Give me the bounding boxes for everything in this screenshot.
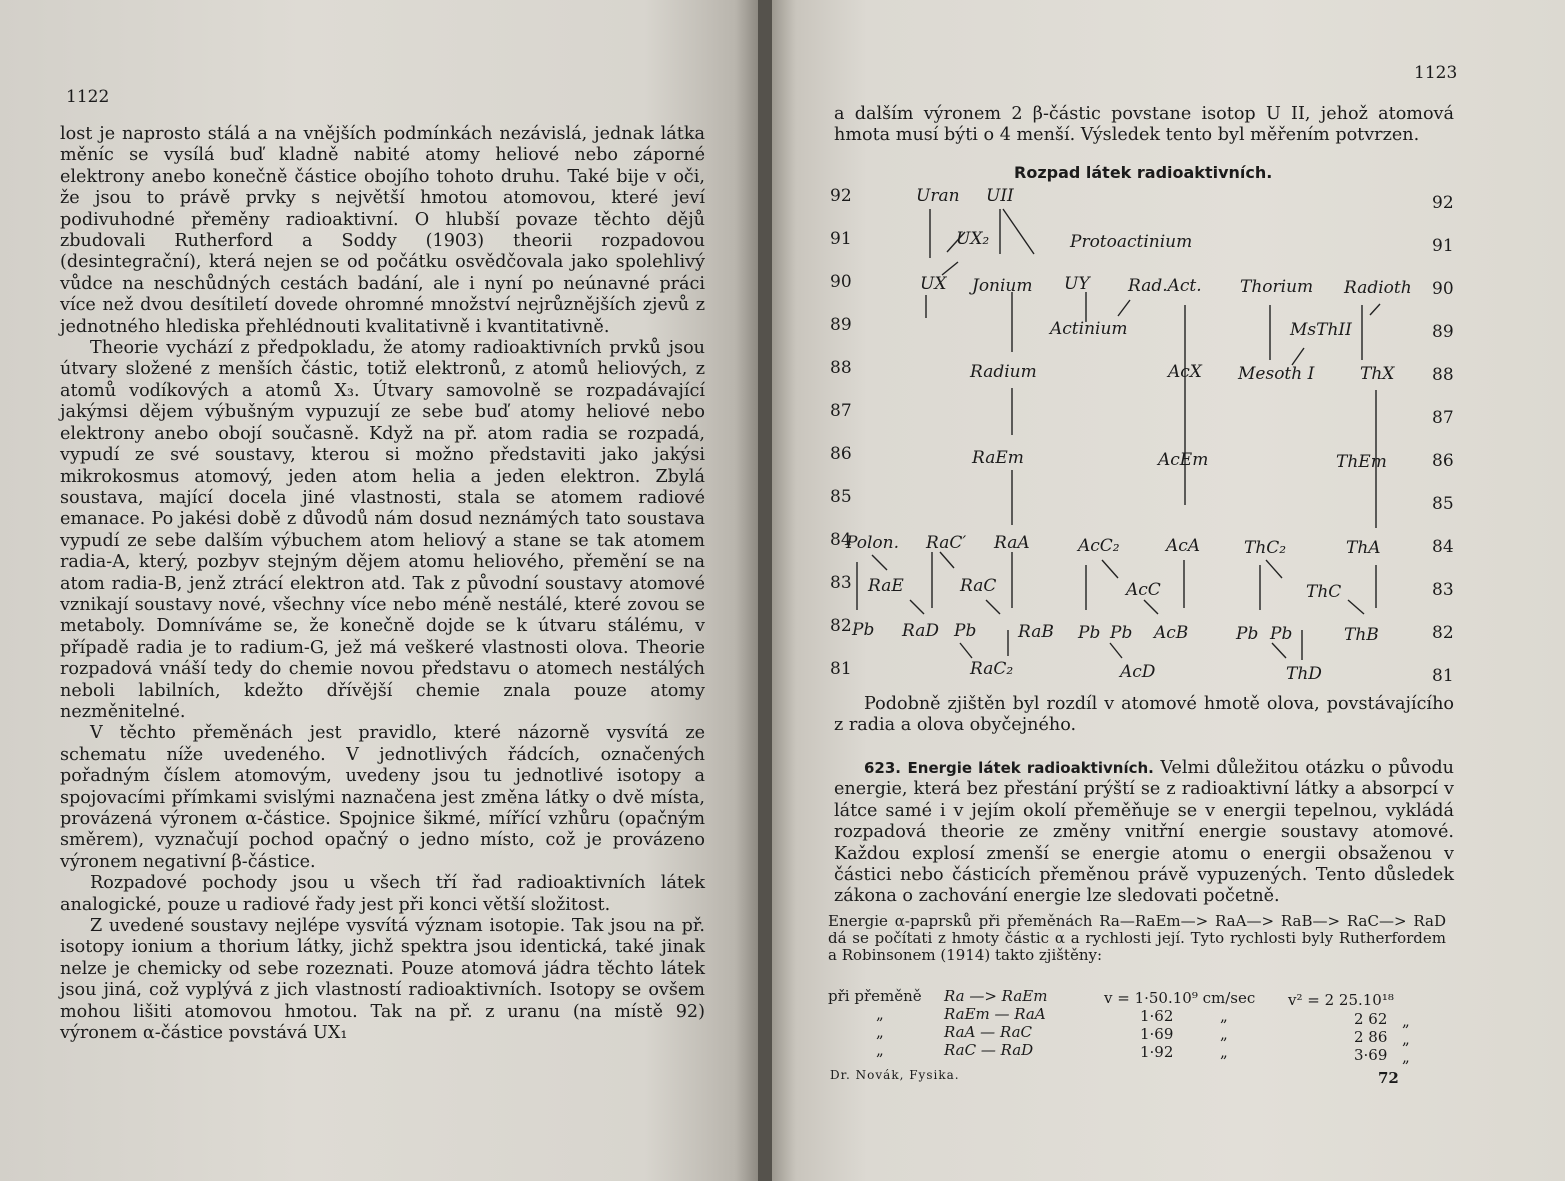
label-ux: UX bbox=[920, 274, 947, 294]
after-diagram-paragraph: Podobně zjištěn byl rozdíl v atomové hmotě olova, povstávajícího z radia a olova obyčejného. bbox=[834, 694, 1454, 736]
label-uran: Uran bbox=[916, 186, 960, 206]
row-number-87: 87 bbox=[830, 401, 852, 421]
row-number-88: 88 bbox=[830, 358, 852, 378]
velocity-row-1-transition: Ra —> RaEm bbox=[944, 987, 1048, 1005]
left-text-column bbox=[60, 124, 705, 1044]
right-page bbox=[772, 0, 1565, 1181]
label-rae: RaE bbox=[868, 576, 904, 596]
row-number-91: 91 bbox=[830, 229, 852, 249]
velocity-row-4-v2-ditto: „ bbox=[1402, 1048, 1410, 1066]
label-thb: ThB bbox=[1344, 625, 1379, 645]
label-pb-82f: Pb bbox=[1270, 624, 1293, 644]
velocity-row-2-v: 1·62 bbox=[1140, 1007, 1174, 1025]
velocity-row-3-transition: RaA — RaC bbox=[944, 1023, 1033, 1041]
label-pb-82b: Pb bbox=[954, 621, 977, 641]
label-acc: AcC bbox=[1126, 580, 1161, 600]
after-diagram-text bbox=[834, 694, 1454, 737]
label-thc: ThC bbox=[1306, 582, 1342, 602]
label-aca: AcA bbox=[1166, 536, 1201, 556]
book-gutter bbox=[758, 0, 772, 1181]
row-number-86: 86 bbox=[830, 444, 852, 464]
label-rad: RaD bbox=[902, 621, 939, 641]
label-uy: UY bbox=[1064, 274, 1090, 294]
label-acx: AcX bbox=[1168, 362, 1202, 382]
label-radium: Radium bbox=[970, 362, 1037, 382]
label-raem: RaEm bbox=[972, 448, 1024, 468]
label-protoactinium: Protoactinium bbox=[1070, 232, 1193, 252]
section-title: Energie látek radioaktivních. bbox=[907, 759, 1154, 777]
row-number-89: 89 bbox=[830, 315, 852, 335]
footer-sheet-number: 72 bbox=[1378, 1069, 1399, 1087]
label-radact: Rad.Act. bbox=[1128, 276, 1202, 296]
left-paragraph-4: Rozpadové pochody jsou u všech tří řad radioaktivních látek analogické, pouze u radiové řady jest při konci větší složitost. bbox=[60, 873, 705, 915]
label-actinium: Actinium bbox=[1050, 319, 1128, 339]
velocity-row-4-ditto: „ bbox=[876, 1041, 884, 1059]
velocity-row-4-transition: RaC — RaD bbox=[944, 1041, 1034, 1059]
row-number-85-right: 85 bbox=[1432, 494, 1454, 514]
label-thd: ThD bbox=[1286, 664, 1322, 684]
velocity-row-3-v2: 2 86 bbox=[1354, 1028, 1388, 1046]
row-number-90-right: 90 bbox=[1432, 279, 1454, 299]
row-number-89-right: 89 bbox=[1432, 322, 1454, 342]
velocity-row-3-v-ditto: „ bbox=[1220, 1025, 1228, 1043]
right-intro-text: a dalším výronem 2 β-částic povstane isotop U II, jehož atomová hmota musí býti o 4 menší. Výsledek tento byl měřením potvrzen. bbox=[834, 104, 1454, 146]
label-u2: UII bbox=[986, 186, 1014, 206]
left-paragraph-3: V těchto přeměnách jest pravidlo, které názorně vysvítá ze schematu níže uvedeného. V jednotlivých řádcích, označených pořadným číslem atomovým, uvedeny jsou tu jednotlivé isotopy a spojovacími přímkami svislými naznačena jest změna látky o dvě místa, provázená výronem α-částice. Spojnice šikmé, mířící vzhůru (opačným směrem), vyznačují pochod opačný o jedno místo, což je provázeno výronem negativní β-částice. bbox=[60, 723, 705, 872]
velocity-row-3-v: 1·69 bbox=[1140, 1025, 1174, 1043]
section-623 bbox=[834, 758, 1454, 908]
label-acem: AcEm bbox=[1158, 450, 1209, 470]
label-pb-82c: Pb bbox=[1078, 623, 1101, 643]
label-rac1: RaC′ bbox=[926, 533, 967, 553]
label-acb: AcB bbox=[1154, 623, 1189, 643]
row-number-85: 85 bbox=[830, 487, 852, 507]
label-jonium: Jonium bbox=[972, 276, 1033, 296]
row-number-81-right: 81 bbox=[1432, 666, 1454, 686]
left-paragraph-1: lost je naprosto stálá a na vnějších podmínkách nezávislá, jednak látka měníc se vysílá buď kladně nabité atomy heliové nebo záporné elektrony anebo konečně částice obojího tohoto druhu. Také bije v oči, že jsou to právě prvky s největší hmotou atomovou, které jeví podivuhodné přeměny radioaktivní. O hlubší povaze těchto dějů zbudovali Rutherford a Soddy (1903) theorii rozpadovou (desintegrační), která nejen se od počátku osvědčovala jako spolehlivý vůdce na neschůdných cestách badání, ale i nyní po neúnavné práci více než dvou desítiletí dovede ohromné množství nejrůznějších zjevů z jednotného hlediska přehlédnouti kvalitativně i kvantitativně. bbox=[60, 124, 705, 337]
row-number-92: 92 bbox=[830, 186, 852, 206]
velocity-row-1-v2: v² = 2 25.10¹⁸ bbox=[1288, 991, 1394, 1009]
velocity-intro: Energie α-paprsků při přeměnách Ra—RaEm—> RaA—> RaB—> RaC—> RaD dá se počítati z hmoty částic α a rychlosti její. Tyto rychlosti byly Rutherfordem a Robinsonem (1914) takto zjištěny: bbox=[828, 912, 1446, 964]
velocity-row-2-v2-ditto: „ bbox=[1402, 1012, 1410, 1030]
label-pb-82a: Pb bbox=[852, 620, 875, 640]
label-pb-82e: Pb bbox=[1236, 624, 1259, 644]
left-page bbox=[0, 0, 758, 1181]
label-thx: ThX bbox=[1360, 364, 1395, 384]
section-text: Velmi důležitou otázku o původu energie, která bez přestání prýští se z radioaktivní látky a absorpcí v látce samé i v jejím okolí přeměňuje se v energii tepelnou, vykládá rozpadová theorie ze změny vnitřní energie soustavy atomové. Každou explosí zmenší se energie atomu o energii obsaženou v částici nebo částicích přeměnou právě vypuzených. Tento důsledek zákona o zachování energie lze sledovati početně. bbox=[834, 758, 1455, 907]
label-mesoth1: Mesoth I bbox=[1238, 364, 1315, 384]
row-number-87-right: 87 bbox=[1432, 408, 1454, 428]
label-them: ThEm bbox=[1336, 452, 1387, 472]
row-number-82: 82 bbox=[830, 616, 852, 636]
label-rac2: RaC₂ bbox=[970, 659, 1014, 679]
velocity-row-4-v: 1·92 bbox=[1140, 1043, 1174, 1061]
label-rab: RaB bbox=[1018, 622, 1054, 642]
decay-diagram-title: Rozpad látek radioaktivních. bbox=[1014, 163, 1273, 182]
velocity-row-2-v-ditto: „ bbox=[1220, 1007, 1228, 1025]
row-number-83-right: 83 bbox=[1432, 580, 1454, 600]
row-number-84: 84 bbox=[830, 530, 852, 550]
row-number-84-right: 84 bbox=[1432, 537, 1454, 557]
label-radioth: Radioth bbox=[1344, 278, 1412, 298]
label-tha: ThA bbox=[1346, 538, 1381, 558]
label-thorium: Thorium bbox=[1240, 277, 1314, 297]
label-pb-82d: Pb bbox=[1110, 623, 1133, 643]
row-number-81: 81 bbox=[830, 659, 852, 679]
footer-author: Dr. Novák, Fysika. bbox=[830, 1068, 960, 1082]
velocity-row-1-label: při přeměně bbox=[828, 987, 922, 1005]
label-thc2: ThC₂ bbox=[1244, 538, 1287, 558]
velocity-row-3-v2-ditto: „ bbox=[1402, 1030, 1410, 1048]
velocity-row-2-ditto: „ bbox=[876, 1005, 884, 1023]
label-ux2: UX₂ bbox=[956, 229, 990, 249]
row-number-83: 83 bbox=[830, 573, 852, 593]
velocity-row-3-ditto: „ bbox=[876, 1023, 884, 1041]
left-paragraph-5: Z uvedené soustavy nejlépe vysvítá význam isotopie. Tak jsou na př. isotopy ionium a thorium látky, jichž spektra jsou identická, také jinak nelze je chemicky od sebe rozeznati. Pouze atomová jádra těchto látek jsou jiná, což vyplývá z jich vlastností radioaktivních. Isotopy se ovšem mohou lišiti atomovou hmotou. Tak na př. z uranu (na místě 92) výronem α-částice povstává UX₁ bbox=[60, 916, 705, 1044]
velocity-row-4-v-ditto: „ bbox=[1220, 1043, 1228, 1061]
section-number: 623. bbox=[864, 759, 902, 777]
row-number-92-right: 92 bbox=[1432, 193, 1454, 213]
label-rac: RaC bbox=[960, 576, 997, 596]
label-acc2: AcC₂ bbox=[1078, 536, 1120, 556]
velocity-row-4-v2: 3·69 bbox=[1354, 1046, 1388, 1064]
row-number-82-right: 82 bbox=[1432, 623, 1454, 643]
velocity-row-2-transition: RaEm — RaA bbox=[944, 1005, 1046, 1023]
row-number-88-right: 88 bbox=[1432, 365, 1454, 385]
left-paragraph-2: Theorie vychází z předpokladu, že atomy radioaktivních prvků jsou útvary složené z menších částic, totiž elektronů, z atomů heliových, z atomů vodíkových a atomů X₃. Útvary samovolně se rozpadávající jakýmsi dějem výbušným vypuzují ze sebe buď atomy heliové nebo elektrony anebo obojí současně. Když na př. atom radia se rozpadá, vypudí ze své soustavy, kterou si možno představiti jako jakýsi mikrokosmus atomový, jeden atom helia a jeden elektron. Zbylá soustava, mající docela jiné vlastnosti, stala se atomem radiové emanace. Po jakési době z důvodů nám dosud neznámých tato soustava vypudí ze sebe dalším výbuchem atom heliový a stane se tak atomem radia-A, který, pozbyv stejným dějem atomu heliového, přemění se na atom radia-B, jenž ztrácí elektron atd. Tak z původní soustavy atomové vznikají soustavy nové, všechny více nebo méně nestálé, které zovou se metaboly. Domníváme se, že konečně dojde se k útvaru stálému, v případě radia je to radium-G, jež má veškeré vlastnosti olova. Theorie rozpadová vnáší tedy do chemie novou představu o atomech nestálých neboli labilních, kdežto dřívější chemie znala pouze atomy nezměnitelné. bbox=[60, 338, 705, 722]
row-number-90: 90 bbox=[830, 272, 852, 292]
left-page-number: 1122 bbox=[66, 87, 110, 107]
velocity-row-2-v2: 2 62 bbox=[1354, 1010, 1388, 1028]
row-number-86-right: 86 bbox=[1432, 451, 1454, 471]
label-raa: RaA bbox=[994, 533, 1030, 553]
row-number-91-right: 91 bbox=[1432, 236, 1454, 256]
label-polon: Polon. bbox=[846, 533, 900, 553]
right-page-number: 1123 bbox=[1414, 63, 1458, 83]
velocity-row-1-v: v = 1·50.10⁹ cm/sec bbox=[1104, 989, 1256, 1007]
label-acd: AcD bbox=[1120, 662, 1156, 682]
label-msth2: MsThII bbox=[1290, 320, 1352, 340]
